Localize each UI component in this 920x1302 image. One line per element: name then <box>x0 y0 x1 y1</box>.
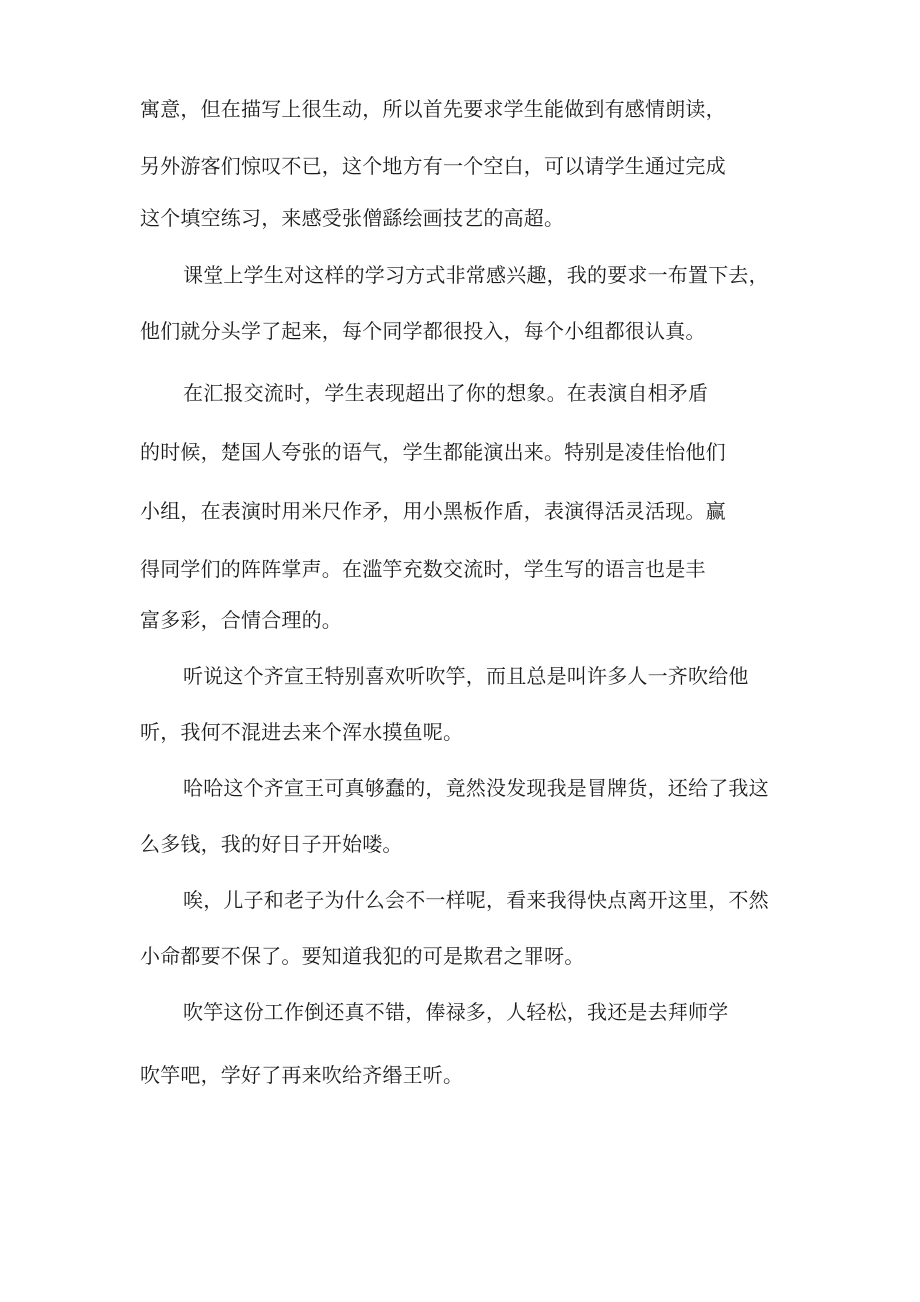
text-line-1: 寓意，但在描写上很生动，所以首先要求学生能做到有感情朗读， <box>140 97 726 121</box>
text-line-7: 的时候，楚国人夸张的语气，学生都能演出来。特别是凌佳怡他们 <box>140 440 726 464</box>
text-line-18: 吹竽吧，学好了再来吹给齐缗王听。 <box>140 1063 464 1087</box>
text-line-9: 得同学们的阵阵掌声。在滥竽充数交流时，学生写的语言也是丰 <box>140 557 706 581</box>
text-line-14: 么多钱，我的好日子开始喽。 <box>140 832 403 856</box>
text-line-2: 另外游客们惊叹不已，这个地方有一个空白，可以请学生通过完成 <box>140 154 726 178</box>
text-line-13: 哈哈这个齐宣王可真够蠢的，竟然没发现我是冒牌货，还给了我这 <box>183 776 769 800</box>
text-line-15: 唉，儿子和老子为什么会不一样呢，看来我得快点离开这里，不然 <box>183 888 769 912</box>
text-line-12: 听，我何不混进去来个浑水摸鱼呢。 <box>140 720 464 744</box>
text-line-10: 富多彩，合情合理的。 <box>140 608 342 632</box>
text-line-8: 小组，在表演时用米尺作矛，用小黑板作盾，表演得活灵活现。赢 <box>140 499 726 523</box>
text-line-6: 在汇报交流时，学生表现超出了你的想象。在表演自相矛盾 <box>183 381 709 405</box>
text-line-17: 吹竽这份工作倒还真不错，俸禄多，人轻松，我还是去拜师学 <box>183 1000 729 1024</box>
text-line-4: 课堂上学生对这样的学习方式非常感兴趣，我的要求一布置下去， <box>183 263 769 287</box>
text-line-3: 这个填空练习，来感受张僧繇绘画技艺的高超。 <box>140 206 565 230</box>
text-line-5: 他们就分头学了起来，每个同学都很投入，每个小组都很认真。 <box>140 319 706 343</box>
text-line-16: 小命都要不保了。要知道我犯的可是欺君之罪呀。 <box>140 944 585 968</box>
text-line-11: 听说这个齐宣王特别喜欢听吹竽，而且总是叫许多人一齐吹给他 <box>183 664 749 688</box>
